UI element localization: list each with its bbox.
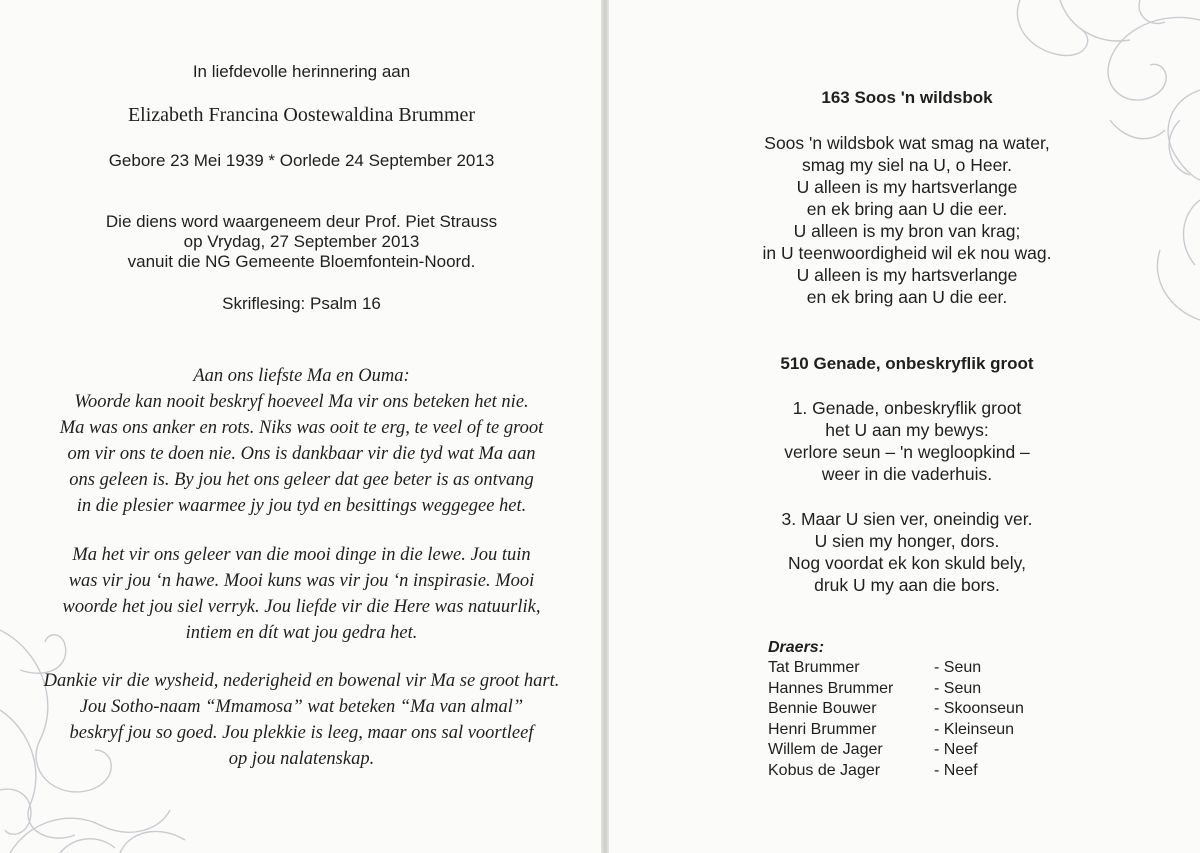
life-dates: Gebore 23 Mei 1939 * Oorlede 24 September 2013: [108, 151, 495, 170]
pallbearers-heading: Draers:: [768, 639, 825, 656]
hymn-verse: [607, 397, 1200, 485]
pallbearers-list: [768, 638, 1024, 781]
list-item: [768, 679, 1024, 700]
tribute-paragraph: [0, 542, 603, 646]
tribute-line: Dankie vir die wysheid, nederigheid en bowenal vir Ma se groot hart.: [43, 671, 560, 691]
tribute-line: Aan ons liefste Ma en Ouma:: [193, 366, 410, 386]
tribute-line: beskryf jou so goed. Jou plekkie is leeg, maar ons sal voortleef: [69, 723, 534, 743]
bearer-name: Hannes Brummer: [768, 679, 894, 697]
tribute-line: Ma het vir ons geleer van die mooi dinge in die lewe. Jou tuin: [72, 545, 531, 565]
hymn-verse: [607, 508, 1200, 596]
tribute-line: op jou nalatenskap.: [228, 749, 375, 769]
bearer-name: Kobus de Jager: [768, 761, 881, 779]
service-line: op Vrydag, 27 September 2013: [183, 232, 420, 251]
bearer-relation: - Seun: [934, 659, 982, 676]
list-item: [768, 699, 1024, 720]
verse-line: U alleen is my hartsverlange: [796, 177, 1018, 197]
list-item: [768, 720, 1024, 741]
tribute-line: om vir ons te doen nie. Ons is dankbaar vir die tyd wat Ma aan: [67, 444, 536, 464]
service-details: [0, 212, 603, 272]
scripture-reading: Skriflesing: Psalm 16: [222, 294, 381, 313]
verse-line: Soos 'n wildsbok wat smag na water,: [764, 133, 1050, 153]
tribute-line: Ma was ons anker en rots. Niks was ooit te erg, te veel of te groot: [59, 418, 544, 438]
verse-line: in U teenwoordigheid wil ek nou wag.: [762, 243, 1052, 263]
hymn-title: 510 Genade, onbeskryflik groot: [780, 354, 1034, 373]
verse-line: U sien my honger, dors.: [814, 531, 1000, 551]
list-item: [768, 761, 1024, 782]
deceased-name: Elizabeth Francina Oostewaldina Brummer: [127, 104, 476, 126]
bearer-name: Henri Brummer: [768, 720, 877, 738]
verse-line: 1. Genade, onbeskryflik groot: [792, 398, 1022, 418]
tribute-paragraph: [0, 363, 603, 519]
intro-line: In liefdevolle herinnering aan: [192, 62, 411, 81]
tribute-line: ons geleen is. By jou het ons geleer dat gee beter is as ontvang: [69, 470, 534, 490]
verse-line: weer in die vaderhuis.: [821, 464, 993, 484]
service-line: Die diens word waargeneem deur Prof. Piet Strauss: [105, 212, 498, 231]
tribute-line: was vir jou ‘n hawe. Mooi kuns was vir jou ‘n inspirasie. Mooi: [68, 571, 535, 591]
list-item: [768, 740, 1024, 761]
verse-line: U alleen is my hartsverlange: [796, 265, 1018, 285]
bearer-relation: - Neef: [934, 741, 978, 758]
bearer-name: Tat Brummer: [768, 659, 860, 676]
tribute-line: woorde het jou siel verryk. Jou liefde vir die Here was natuurlik,: [62, 597, 541, 617]
hymn-verse: [607, 132, 1200, 308]
verse-line: het U aan my bewys:: [825, 420, 989, 440]
verse-line: Nog voordat ek kon skuld bely,: [787, 553, 1026, 573]
list-item: [768, 658, 1024, 679]
tribute-line: Jou Sotho-naam “Mmamosa” wat beteken “Ma van almal”: [79, 697, 524, 717]
bearer-relation: - Neef: [934, 761, 978, 779]
verse-line: verlore seun – 'n wegloopkind –: [784, 442, 1030, 462]
bearer-name: Bennie Bouwer: [768, 700, 877, 717]
verse-line: en ek bring aan U die eer.: [806, 287, 1008, 307]
tribute-line: intiem en dít wat jou gedra het.: [185, 623, 418, 643]
bearer-relation: - Skoonseun: [934, 700, 1024, 717]
verse-line: U alleen is my bron van krag;: [793, 221, 1021, 241]
bearer-relation: - Kleinseun: [934, 720, 1015, 738]
verse-line: en ek bring aan U die eer.: [806, 199, 1008, 219]
tribute-line: Woorde kan nooit beskryf hoeveel Ma vir ons beteken het nie.: [74, 392, 529, 412]
bearer-relation: - Seun: [934, 679, 982, 697]
verse-line: druk U my aan die bors.: [814, 575, 1000, 595]
tribute-paragraph: [0, 668, 603, 772]
verse-line: 3. Maar U sien ver, oneindig ver.: [781, 509, 1033, 529]
verse-line: smag my siel na U, o Heer.: [801, 155, 1013, 175]
tribute-line: in die plesier waarmee jy jou tyd en besittings weggegee het.: [76, 496, 527, 516]
service-line: vanuit die NG Gemeente Bloemfontein-Noord.: [127, 252, 476, 271]
bearer-name: Willem de Jager: [768, 741, 883, 758]
hymn-title: 163 Soos 'n wildsbok: [821, 88, 993, 107]
